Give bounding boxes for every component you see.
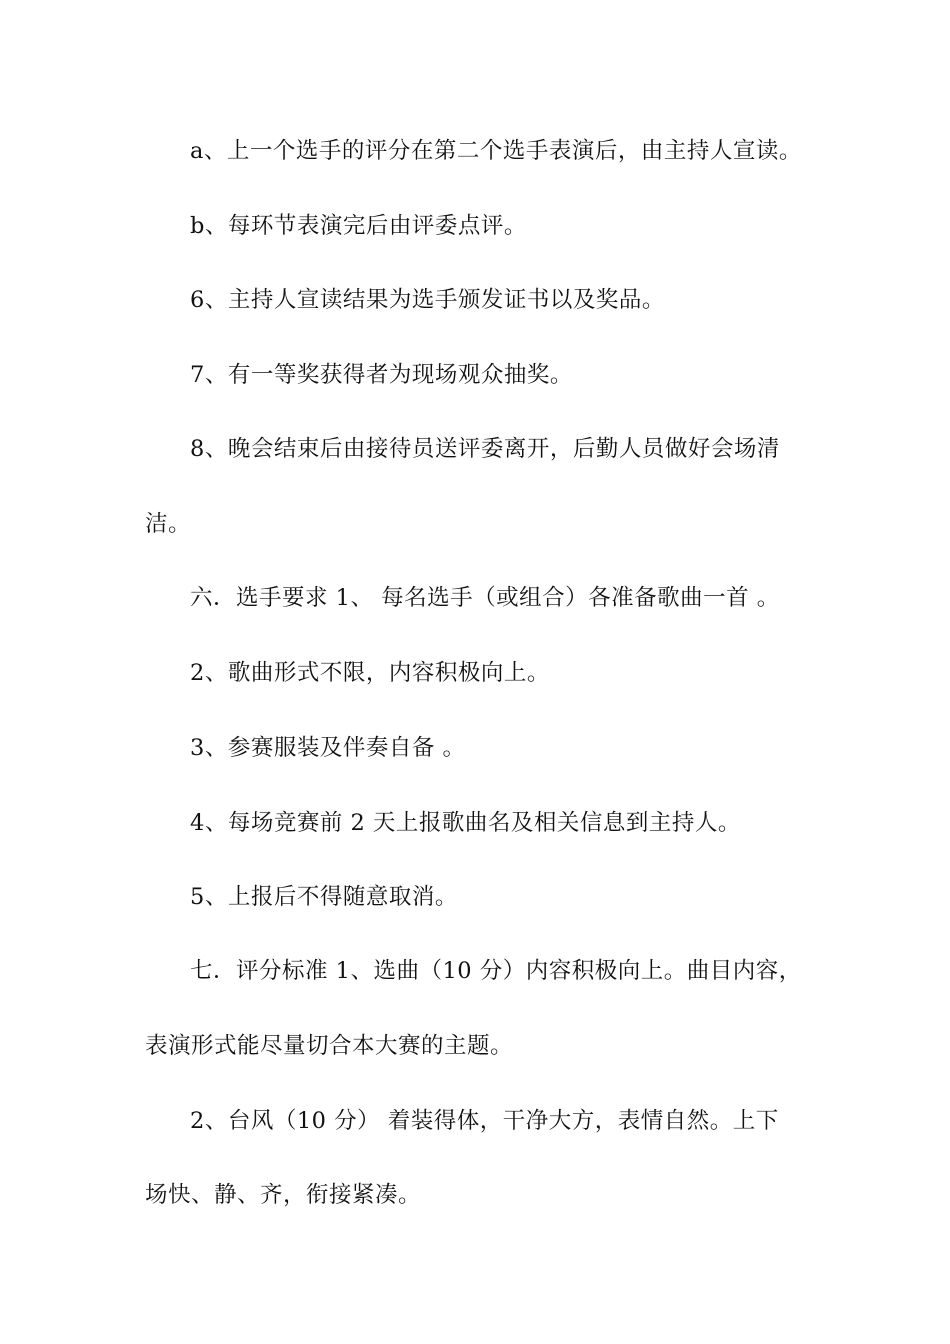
paragraph-line: 4、每场竞赛前 2 天上报歌曲名及相关信息到主持人。 xyxy=(190,810,741,836)
paragraph-line: 洁。 xyxy=(145,511,192,537)
paragraph-line: 3、参赛服装及伴奏自备 。 xyxy=(190,735,466,761)
section-heading-line: 七．评分标准 1、选曲（10 分）内容积极向上。曲目内容， xyxy=(190,958,802,984)
paragraph-line: a、上一个选手的评分在第二个选手表演后，由主持人宣读。 xyxy=(190,138,802,164)
paragraph-line: 5、上报后不得随意取消。 xyxy=(190,884,458,910)
paragraph-line: 8、晚会结束后由接待员送评委离开，后勤人员做好会场清 xyxy=(190,436,780,462)
paragraph-line: b、每环节表演完后由评委点评。 xyxy=(190,213,527,239)
section-heading-line: 六．选手要求 1、 每名选手（或组合）各准备歌曲一首 。 xyxy=(190,585,780,611)
paragraph-line: 场快、静、齐，衔接紧凑。 xyxy=(145,1182,422,1208)
paragraph-line: 6、主持人宣读结果为选手颁发证书以及奖品。 xyxy=(190,287,665,313)
paragraph-line: 表演形式能尽量切合本大赛的主题。 xyxy=(145,1033,514,1059)
paragraph-line: 2、台风（10 分） 着装得体，干净大方，表情自然。上下 xyxy=(190,1108,779,1134)
paragraph-line: 7、有一等奖获得者为现场观众抽奖。 xyxy=(190,362,573,388)
paragraph-line: 2、歌曲形式不限，内容积极向上。 xyxy=(190,660,550,686)
